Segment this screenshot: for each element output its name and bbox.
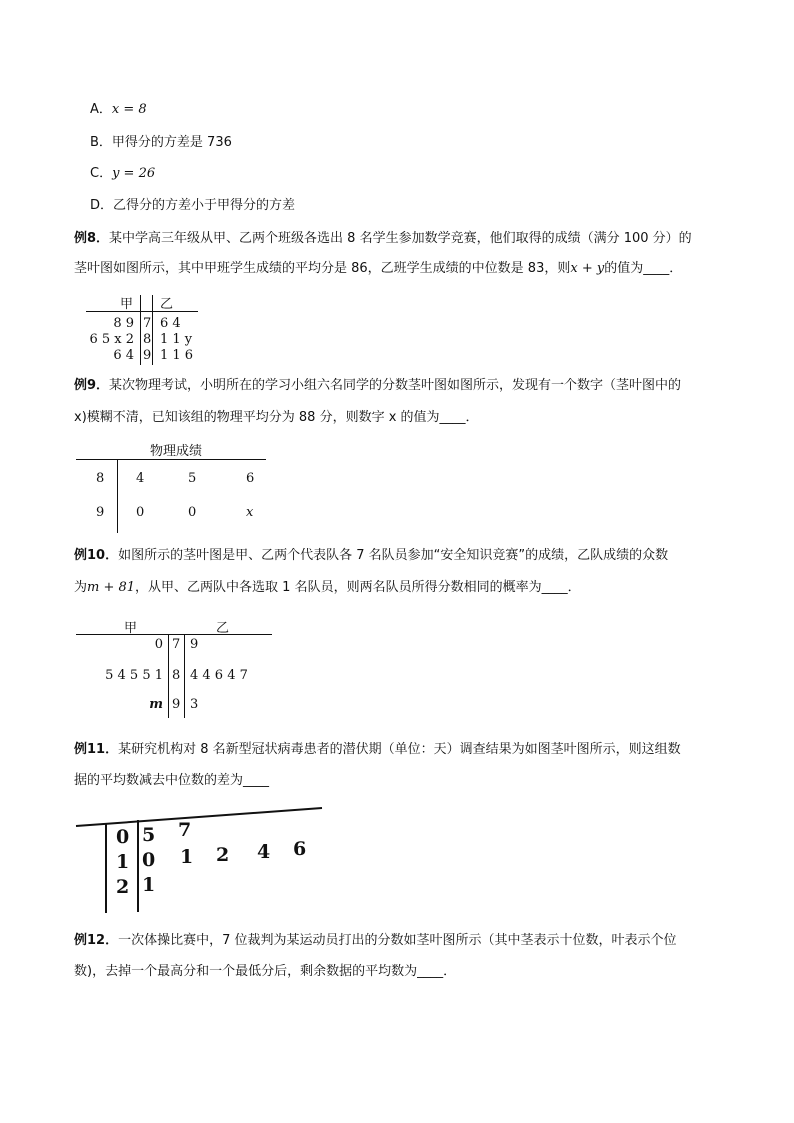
ex10-row1-right: 9 xyxy=(190,637,199,652)
ex9-row2-leaf3: x xyxy=(246,505,254,520)
ex8-row1-right: 6 4 xyxy=(160,316,181,331)
ex10-row2-right: 4 4 6 4 7 xyxy=(190,668,248,683)
ex9-row2-leaf1: 0 xyxy=(136,505,145,520)
option-a-label: A． xyxy=(90,102,112,117)
ex11-row1-leaf2: 7 xyxy=(178,819,192,841)
ex11-text-1: 某研究机构对 8 名新型冠状病毒患者的潜伏期（单位：天）调查结果为如图茎叶图所示，则这组数 xyxy=(118,742,681,757)
ex8-text-2: 茎叶图如图所示，其中甲班学生成绩的平均分是 86，乙班学生成绩的中位数是 83，则 xyxy=(74,261,571,276)
ex10-row2-left: 5 4 5 5 1 xyxy=(105,668,163,683)
ex10-row1-left: 0 xyxy=(154,637,163,652)
ex8-tail: 的值为____． xyxy=(604,261,683,276)
option-b-text: 甲得分的方差是 736 xyxy=(111,135,232,150)
ex10-row3-right: 3 xyxy=(190,697,199,712)
ex8-expr: x + y xyxy=(570,261,605,276)
ex11-row1-stem: 0 xyxy=(116,826,130,848)
ex11-row2-leaf1: 0 xyxy=(142,849,156,871)
ex8-row1-stem: 7 xyxy=(143,316,152,331)
ex11-row2-leaf2: 1 xyxy=(180,846,194,868)
ex11-text-2: 据的平均数减去中位数的差为____ xyxy=(74,773,270,788)
ex8-row2-right: 1 1 y xyxy=(160,332,193,347)
ex9-row1-stem: 8 xyxy=(96,471,105,486)
ex11-number: 例11． xyxy=(74,742,119,757)
ex9-text-1: 某次物理考试，小明所在的学习小组六名同学的分数茎叶图如图所示，发现有一个数字（茎叶图中的 xyxy=(109,378,682,393)
ex8-row2-left: 6 5 x 2 xyxy=(89,332,134,347)
ex10-expr: m + 81 xyxy=(87,580,136,595)
ex9-text-2: x)模糊不清，已知该组的物理平均分为 88 分，则数字 x 的值为____． xyxy=(74,410,479,425)
ex9-row1-leaf2: 5 xyxy=(188,471,197,486)
ex11-row3-leaf1: 1 xyxy=(142,874,156,896)
ex9-plot-title: 物理成绩 xyxy=(150,444,203,459)
ex10-header-yi: 乙 xyxy=(216,621,230,636)
ex10-text-2b: ，从甲、乙两队中各选取 1 名队员，则两名队员所得分数相同的概率为____． xyxy=(135,580,581,595)
ex8-row1-left: 8 9 xyxy=(113,316,134,331)
ex9-row2-leaf2: 0 xyxy=(188,505,197,520)
ex10-row3-stem: 9 xyxy=(172,697,181,712)
ex10-text-2a: 为 xyxy=(74,580,88,595)
ex10-header-jia: 甲 xyxy=(124,621,138,636)
option-c-expr: y = 26 xyxy=(112,166,156,181)
ex8-row3-right: 1 1 6 xyxy=(160,348,194,363)
ex9-row1-leaf1: 4 xyxy=(136,471,145,486)
ex8-row3-stem: 9 xyxy=(143,348,152,363)
ex9-row1-leaf3: 6 xyxy=(246,471,255,486)
ex11-row2-leaf4: 4 xyxy=(257,841,271,863)
ex12-text-1: 一次体操比赛中，7 位裁判为某运动员打出的分数如茎叶图所示（其中茎表示十位数，叶表示个位 xyxy=(118,933,677,948)
ex12-number: 例12． xyxy=(74,933,119,948)
ex9-row2-stem: 9 xyxy=(96,505,105,520)
option-b-label: B． xyxy=(90,135,112,150)
ex8-row2-stem: 8 xyxy=(143,332,152,347)
ex12-line2 xyxy=(74,964,456,980)
ex9-number: 例9． xyxy=(74,378,110,393)
ex10-row2-stem: 8 xyxy=(172,668,181,683)
ex12-line1 xyxy=(74,933,677,949)
ex11-row2-stem: 1 xyxy=(116,851,130,873)
ex8-header-yi: 乙 xyxy=(160,297,174,312)
ex8-header-jia: 甲 xyxy=(120,297,134,312)
ex10-text-1: 如图所示的茎叶图是甲、乙两个代表队各 7 名队员参加“安全知识竞赛”的成绩，乙队成绩的众数 xyxy=(118,548,669,563)
ex11-row2-leaf3: 2 xyxy=(216,844,230,866)
ex12-text-2: 数)，去掉一个最高分和一个最低分后，剩余数据的平均数为____． xyxy=(74,964,457,979)
ex8-row3-left: 6 4 xyxy=(113,348,134,363)
option-c-label: C． xyxy=(90,166,113,181)
ex10-row3-left: m xyxy=(149,697,163,712)
option-a-expr: x = 8 xyxy=(111,102,147,117)
option-d-label: D． xyxy=(90,198,114,213)
ex11-row2-leaf5: 6 xyxy=(293,838,307,860)
ex11-row1-leaf1: 5 xyxy=(142,824,156,846)
ex8-number: 例8． xyxy=(74,231,110,246)
ex10-number: 例10． xyxy=(74,548,119,563)
ex8-text-1: 某中学高三年级从甲、乙两个班级各选出 8 名学生参加数学竞赛，他们取得的成绩（满分 100 分）的 xyxy=(109,231,692,246)
ex11-row3-stem: 2 xyxy=(116,876,130,898)
ex10-row1-stem: 7 xyxy=(172,637,181,652)
option-d-text: 乙得分的方差小于甲得分的方差 xyxy=(113,198,296,213)
